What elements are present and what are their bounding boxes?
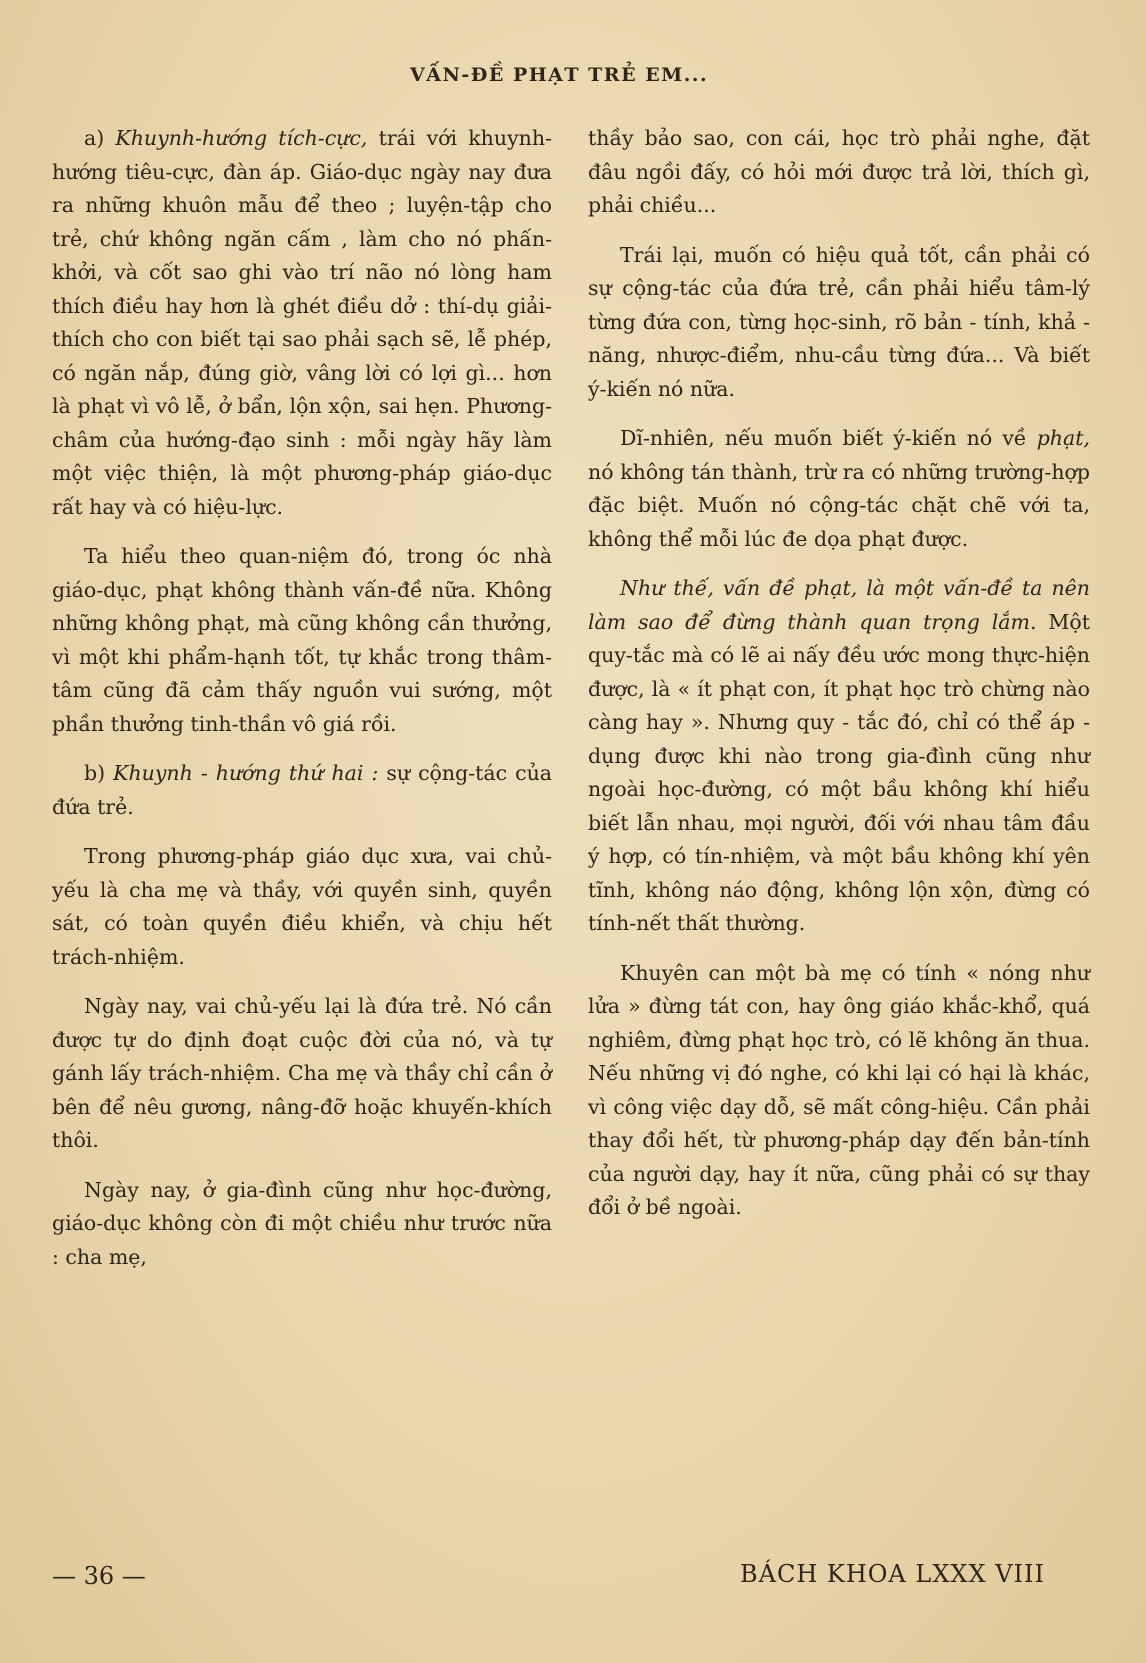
paragraph-text: nó không tán thành, trừ ra có những trường-hợp đặc biệt. Muốn nó cộng-tác chặt chẽ với ta, không thể mỗi lúc đe dọa phạt được. (588, 459, 1090, 551)
paragraph-text: trái với khuynh-hướng tiêu-cực, đàn áp. Giáo-dục ngày nay đưa ra những khuôn mẫu để theo ; luyện-tập cho trẻ, chứ không ngăn cấm , làm cho nó phấn-khởi, và cốt sao ghi vào trí não nó lòng ham thích điều hay hơn là ghét điều dở : thí-dụ giải-thích cho con biết tại sao phải sạch sẽ, lễ phép, có ngăn nắp, đúng giờ, vâng lời có lợi gì... hơn là phạt vì vô lễ, ở bẩn, lộn xộn, sai hẹn. Phương-châm của hướng-đạo sinh : mỗi ngày hãy làm một việc thiện, là một phương-pháp giáo-dục rất hay và có hiệu-lực. (52, 126, 552, 519)
section-heading: Khuynh - hướng thứ hai : (113, 761, 379, 785)
right-column (588, 122, 1090, 1241)
paragraph: Trái lại, muốn có hiệu quả tốt, cần phải có sự cộng-tác của đứa trẻ, cần phải hiểu tâm-lý từng đứa con, từng học-sinh, rõ bản - tính, khả - năng, nhược-điểm, nhu-cầu từng đứa... Và biết ý-kiến nó nữa. (588, 242, 1090, 401)
emphasis: phạt, (1036, 426, 1090, 450)
left-column (52, 122, 552, 1290)
paragraph-text: Một quy-tắc mà có lẽ ai nấy đều ước mong thực-hiện được, là « ít phạt con, ít phạt học trò chừng nào càng hay ». Nhưng quy - tắc đó, chỉ có thể áp - dụng được khi nào trong gia-đình cũng như ngoài học-đường, có một bầu không khí hiểu biết lẫn nhau, mọi người, đối với nhau tâm đầu ý hợp, có tín-nhiệm, và một bầu không khí yên tĩnh, không náo động, không lộn xộn, đừng có tính-nết thất thường. (588, 609, 1091, 935)
paragraph: Ngày nay, ở gia-đình cũng như học-đường, giáo-dục không còn đi một chiều như trước nữa : cha mẹ, (52, 1177, 552, 1269)
paragraph (52, 757, 552, 824)
page-number: — 36 — (52, 1562, 146, 1590)
running-title: VẤN-ĐỀ PHẠT TRẺ EM... (410, 64, 709, 86)
paragraph (588, 572, 1090, 941)
section-heading: Khuynh-hướng tích-cực, (115, 126, 368, 150)
list-label: b) (84, 761, 114, 785)
journal-title: BÁCH KHOA LXXX VIII (740, 1560, 1045, 1588)
paragraph-text: Dĩ-nhiên, nếu muốn biết ý-kiến nó về (620, 426, 1037, 450)
emphasis: Như thế, vấn đề phạt, là một vấn-đề ta nên làm sao để đừng thành quan trọng lắm. (588, 576, 1090, 634)
paragraph (52, 122, 552, 524)
paragraph: Khuyên can một bà mẹ có tính « nóng như lửa » đừng tát con, hay ông giáo khắc-khổ, quá nghiêm, đừng phạt học trò, có lẽ không ăn thua. Nếu những vị đó nghe, có khi lại có hại là khác, vì công việc dạy dỗ, sẽ mất công-hiệu. Cần phải thay đổi hết, từ phương-pháp dạy đến bản-tính của người dạy, hay ít nữa, cũng phải có sự thay đổi ở bề ngoài. (588, 960, 1090, 1219)
paragraph (588, 422, 1090, 556)
list-label: a) (84, 126, 116, 150)
paragraph: thầy bảo sao, con cái, học trò phải nghe, đặt đâu ngồi đấy, có hỏi mới được trả lời, thích gì, phải chiều... (588, 126, 1090, 217)
paragraph: Trong phương-pháp giáo dục xưa, vai chủ-yếu là cha mẹ và thầy, với quyền sinh, quyền sát, có toàn quyền điều khiển, và chịu hết trách-nhiệm. (52, 844, 552, 969)
paragraph: Ta hiểu theo quan-niệm đó, trong óc nhà giáo-dục, phạt không thành vấn-đề nữa. Không những không phạt, mà cũng không cần thưởng, vì một khi phẩm-hạnh tốt, tự khắc trong thâm-tâm cũng đã cảm thấy nguồn vui sướng, một phần thưởng tinh-thần vô giá rồi. (52, 544, 552, 736)
paragraph: Ngày nay, vai chủ-yếu lại là đứa trẻ. Nó cần được tự do định đoạt cuộc đời của nó, và tự gánh lấy trách-nhiệm. Cha mẹ và thầy chỉ cần ở bên để nêu gương, nâng-đỡ hoặc khuyến-khích thôi. (52, 994, 552, 1152)
paragraph-text: sự cộng-tác của đứa trẻ. (52, 761, 552, 819)
